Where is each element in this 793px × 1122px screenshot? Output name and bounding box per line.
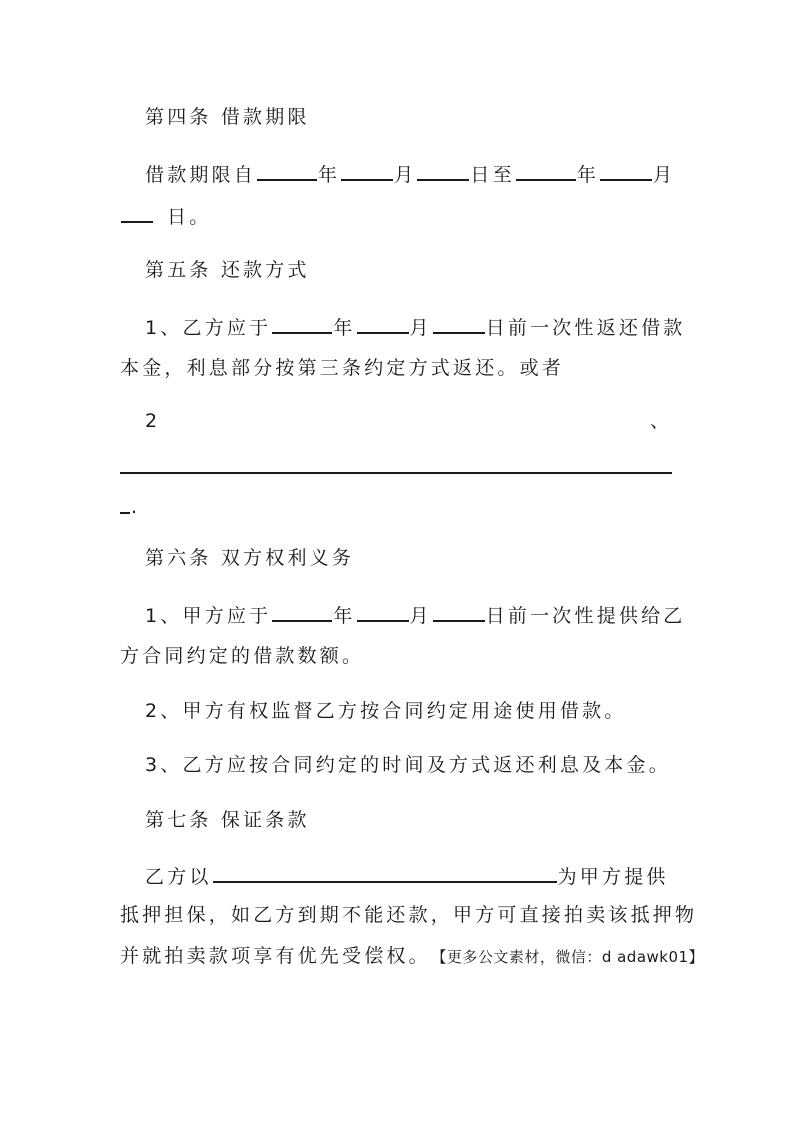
blank-month-field[interactable]	[357, 601, 409, 622]
text-span: 年	[576, 164, 600, 186]
article-4-term-line	[145, 160, 675, 186]
article-6-item-2: 2、甲方有权监督乙方按合同约定用途使用借款。	[145, 700, 627, 722]
article-5-heading: 第五条 还款方式	[145, 259, 310, 281]
text-span: 1、甲方应于	[145, 605, 272, 627]
blank-year-field[interactable]	[272, 313, 332, 334]
text-span: 月	[653, 164, 676, 186]
article-5-item-1	[145, 313, 686, 339]
article-5-item-2-mark: 、	[650, 410, 673, 432]
article-4-term-line-2	[120, 202, 211, 228]
text-span: 并就拍卖款项享有优先受偿权。	[120, 945, 431, 967]
blank-month-field[interactable]	[357, 313, 409, 334]
article-7-line-1	[145, 862, 669, 888]
article-5-item-1-cont: 本金，利息部分按第三条约定方式返还。或者	[120, 357, 565, 379]
text-span: 月	[394, 164, 417, 186]
text-span: 年	[333, 317, 356, 339]
blank-day-field[interactable]	[417, 160, 469, 181]
text-span: 月	[409, 317, 432, 339]
article-5-item-2-number: 2	[145, 410, 161, 432]
text-span: 日至	[470, 164, 515, 186]
article-7-line-3	[120, 943, 704, 969]
article-6-item-1	[145, 601, 686, 627]
text-span: 日前一次性提供给乙	[485, 605, 686, 627]
text-span: 月	[409, 605, 432, 627]
blank-month-field[interactable]	[341, 160, 393, 181]
blank-short-field[interactable]	[120, 512, 130, 514]
blank-year-field[interactable]	[516, 160, 576, 181]
blank-collateral-field[interactable]	[213, 862, 557, 883]
blank-day-field[interactable]	[433, 601, 485, 622]
article-6-item-1-cont: 方合同约定的借款数额。	[120, 645, 365, 667]
article-6-item-3: 3、乙方应按合同约定的时间及方式返还利息及本金。	[145, 754, 671, 776]
article-7-heading: 第七条 保证条款	[145, 809, 310, 831]
blank-month-field[interactable]	[600, 160, 652, 181]
text-span: 为甲方提供	[557, 866, 669, 888]
article-7-line-2: 抵押担保，如乙方到期不能还款，甲方可直接拍卖该抵押物	[120, 904, 698, 926]
text-span: 借款期限自	[145, 164, 257, 186]
text-span: 日。	[167, 206, 212, 228]
text-span: 年	[333, 605, 356, 627]
blank-year-field[interactable]	[272, 601, 332, 622]
text-span: 年	[318, 164, 341, 186]
article-4-heading: 第四条 借款期限	[145, 106, 310, 128]
text-span: 乙方以	[145, 866, 212, 888]
blank-day-field[interactable]	[433, 313, 485, 334]
article-6-heading: 第六条 双方权利义务	[145, 547, 355, 569]
article-5-item-2-end: .	[131, 496, 141, 518]
blank-long-field[interactable]	[120, 472, 672, 474]
blank-day-field[interactable]	[121, 202, 153, 223]
text-span: 1、乙方应于	[145, 317, 272, 339]
text-span: 日前一次性返还借款	[485, 317, 686, 339]
footer-note: 【更多公文素材，微信：d adawk01】	[438, 948, 705, 966]
blank-year-field[interactable]	[257, 160, 317, 181]
